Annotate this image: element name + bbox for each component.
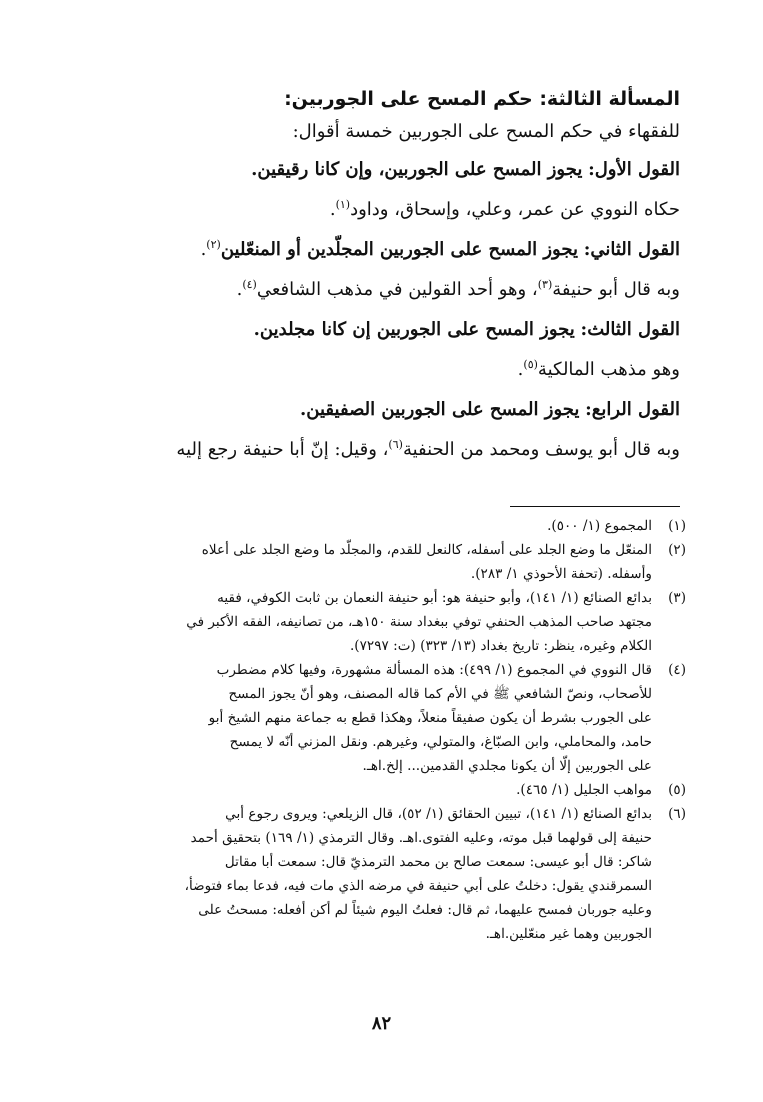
opinion-1-attribution bbox=[70, 190, 680, 230]
page-number: ٨٢ bbox=[371, 1013, 392, 1034]
footnote bbox=[70, 778, 686, 802]
footnote-line: قال النووي في المجموع (١/ ٤٩٩): هذه المسألة مشهورة، وفيها كلام مضطرب bbox=[216, 662, 652, 678]
opinion-1-attribution-text: حكاه النووي عن عمر، وعلي، وإسحاق، وداود bbox=[350, 199, 680, 220]
footnote-separator bbox=[510, 506, 680, 507]
opinion-4-attribution-b: ، وقيل: إنّ أبا حنيفة رجع إليه bbox=[176, 439, 389, 460]
opinion-2-statement: يجوز المسح على الجوربين المجلّدين أو المنعّلين bbox=[220, 239, 578, 260]
opinion-2-attribution bbox=[70, 270, 680, 310]
footnote-line: للأصحاب، ونصّ الشافعي ﷺ في الأم كما قاله المصنف، وهو أنّ يجوز المسح bbox=[228, 686, 652, 702]
opinion-4-label: القول الرابع: bbox=[585, 399, 680, 420]
opinion-1 bbox=[70, 150, 680, 190]
footnote-line: حنيفة إلى قولهما قبل موته، وعليه الفتوى.اهـ. وقال الترمذي (١/ ١٦٩) بتحقيق أحمد bbox=[190, 830, 652, 846]
footnote-line: الجوربين وهما غير منعّلين.اهـ. bbox=[485, 926, 652, 942]
footnote bbox=[70, 586, 686, 658]
footnote-line: مواهب الجليل (١/ ٤٦٥). bbox=[516, 782, 652, 798]
footnote-body bbox=[70, 538, 652, 586]
footnote-line: حامد، والمحاملي، وابن الصبّاغ، والمتولي، وغيرهم. ونقل المزني أنّه لا يمسح bbox=[229, 734, 652, 750]
footnote-body bbox=[70, 514, 652, 538]
footnote-body bbox=[70, 586, 652, 658]
opinion-3-statement: يجوز المسح على الجوربين إن كانا مجلدين. bbox=[253, 319, 575, 340]
footnote-line: بدائع الصنائع (١/ ١٤١)، وأبو حنيفة هو: أبو حنيفة النعمان بن ثابت الكوفي، فقيه bbox=[217, 590, 652, 606]
opinion-2-attribution-b: ، وهو أحد القولين في مذهب الشافعي bbox=[256, 279, 538, 300]
opinion-3-attribution bbox=[70, 350, 680, 390]
opinion-2 bbox=[70, 230, 680, 270]
footnote-line: الكلام وغيره، ينظر: تاريخ بغداد (١٣/ ٣٢٣) (ت: ٧٢٩٧). bbox=[349, 638, 652, 654]
footnote-ref-2: (٢) bbox=[206, 238, 221, 251]
footnote-line: وعليه جوربان فمسح عليهما، ثم قال: فعلتُ اليوم شيئاً لم أكن أفعله: مسحتُ على bbox=[198, 902, 652, 918]
footnote-line: المنعّل ما وضع الجلد على أسفله، كالنعل للقدم، والمجلّد ما وضع الجلد على أعلاه bbox=[201, 542, 652, 558]
footnote-line: على الجورب بشرط أن يكون صفيقاً منعلاً، وهكذا قطع به جماعة منهم الشيخ أبو bbox=[208, 710, 652, 726]
footnote-ref-5: (٥) bbox=[523, 358, 538, 371]
footnote-number: (٥) bbox=[668, 782, 686, 798]
footnote bbox=[70, 658, 686, 778]
footnote-number: (٢) bbox=[668, 542, 686, 558]
footnote-number: (٣) bbox=[668, 590, 686, 606]
footnote-line: شاكر: قال أبو عيسى: سمعت صالح بن محمد الترمذيّ قال: سمعت أبا مقاتل bbox=[224, 854, 652, 870]
footnote-line: المجموع (١/ ٥٠٠). bbox=[547, 518, 652, 534]
footnote-number: (١) bbox=[668, 518, 686, 534]
footnote-number: (٦) bbox=[668, 806, 686, 822]
footnote bbox=[70, 514, 686, 538]
opinion-4-statement: يجوز المسح على الجوربين الصفيقين. bbox=[300, 399, 580, 420]
footnote bbox=[70, 538, 686, 586]
footnote-line: بدائع الصنائع (١/ ١٤١)، تبيين الحقائق (١/ ٥٢)، قال الزيلعي: ويروى رجوع أبي bbox=[225, 806, 652, 822]
footnote-ref-4: (٤) bbox=[242, 278, 257, 291]
footnote-line: وأسفله. (تحفة الأحوذي ١/ ٢٨٣). bbox=[470, 566, 652, 582]
opinion-4-attribution bbox=[70, 430, 680, 470]
intro-line: للفقهاء في حكم المسح على الجوربين خمسة أقوال: bbox=[292, 121, 680, 142]
opinion-2-label: القول الثاني: bbox=[583, 239, 680, 260]
main-text bbox=[70, 84, 680, 470]
section-heading: المسألة الثالثة: حكم المسح على الجوربين: bbox=[284, 88, 680, 110]
footnote bbox=[70, 802, 686, 946]
footnote-ref-3: (٣) bbox=[537, 278, 553, 291]
period: . bbox=[517, 359, 524, 380]
footnote-body bbox=[70, 802, 652, 946]
opinion-1-label: القول الأول: bbox=[588, 159, 680, 180]
opinion-3 bbox=[70, 310, 680, 350]
footnote-body bbox=[70, 778, 652, 802]
footnote-line: مجتهد صاحب المذهب الحنفي توفي ببغداد سنة ١٥٠هـ، من تصانيفه، الفقه الأكبر في bbox=[186, 614, 652, 630]
opinion-4-attribution-a: وبه قال أبو يوسف ومحمد من الحنفية bbox=[402, 439, 680, 460]
footnote-number: (٤) bbox=[668, 662, 686, 678]
footnotes bbox=[70, 514, 686, 946]
period: . bbox=[329, 199, 336, 220]
opinion-3-label: القول الثالث: bbox=[580, 319, 680, 340]
footnote-line: السمرقندي يقول: دخلتُ على أبي حنيفة في مرضه الذي مات فيه، فدعا بماء فتوضأ، bbox=[184, 878, 652, 894]
opinion-2-attribution-a: وبه قال أبو حنيفة bbox=[552, 279, 680, 300]
opinion-4 bbox=[70, 390, 680, 430]
period: . bbox=[200, 239, 207, 260]
footnote-line: على الجوربين إلّا أن يكونا مجلدي القدمين... إلخ.اهـ. bbox=[362, 758, 652, 774]
footnote-ref-1: (١) bbox=[335, 198, 351, 211]
period: . bbox=[236, 279, 243, 300]
opinion-1-statement: يجوز المسح على الجوربين، وإن كانا رقيقين. bbox=[251, 159, 583, 180]
footnote-body bbox=[70, 658, 652, 778]
footnote-ref-6: (٦) bbox=[388, 438, 403, 451]
opinion-3-attribution-text: وهو مذهب المالكية bbox=[537, 359, 680, 380]
